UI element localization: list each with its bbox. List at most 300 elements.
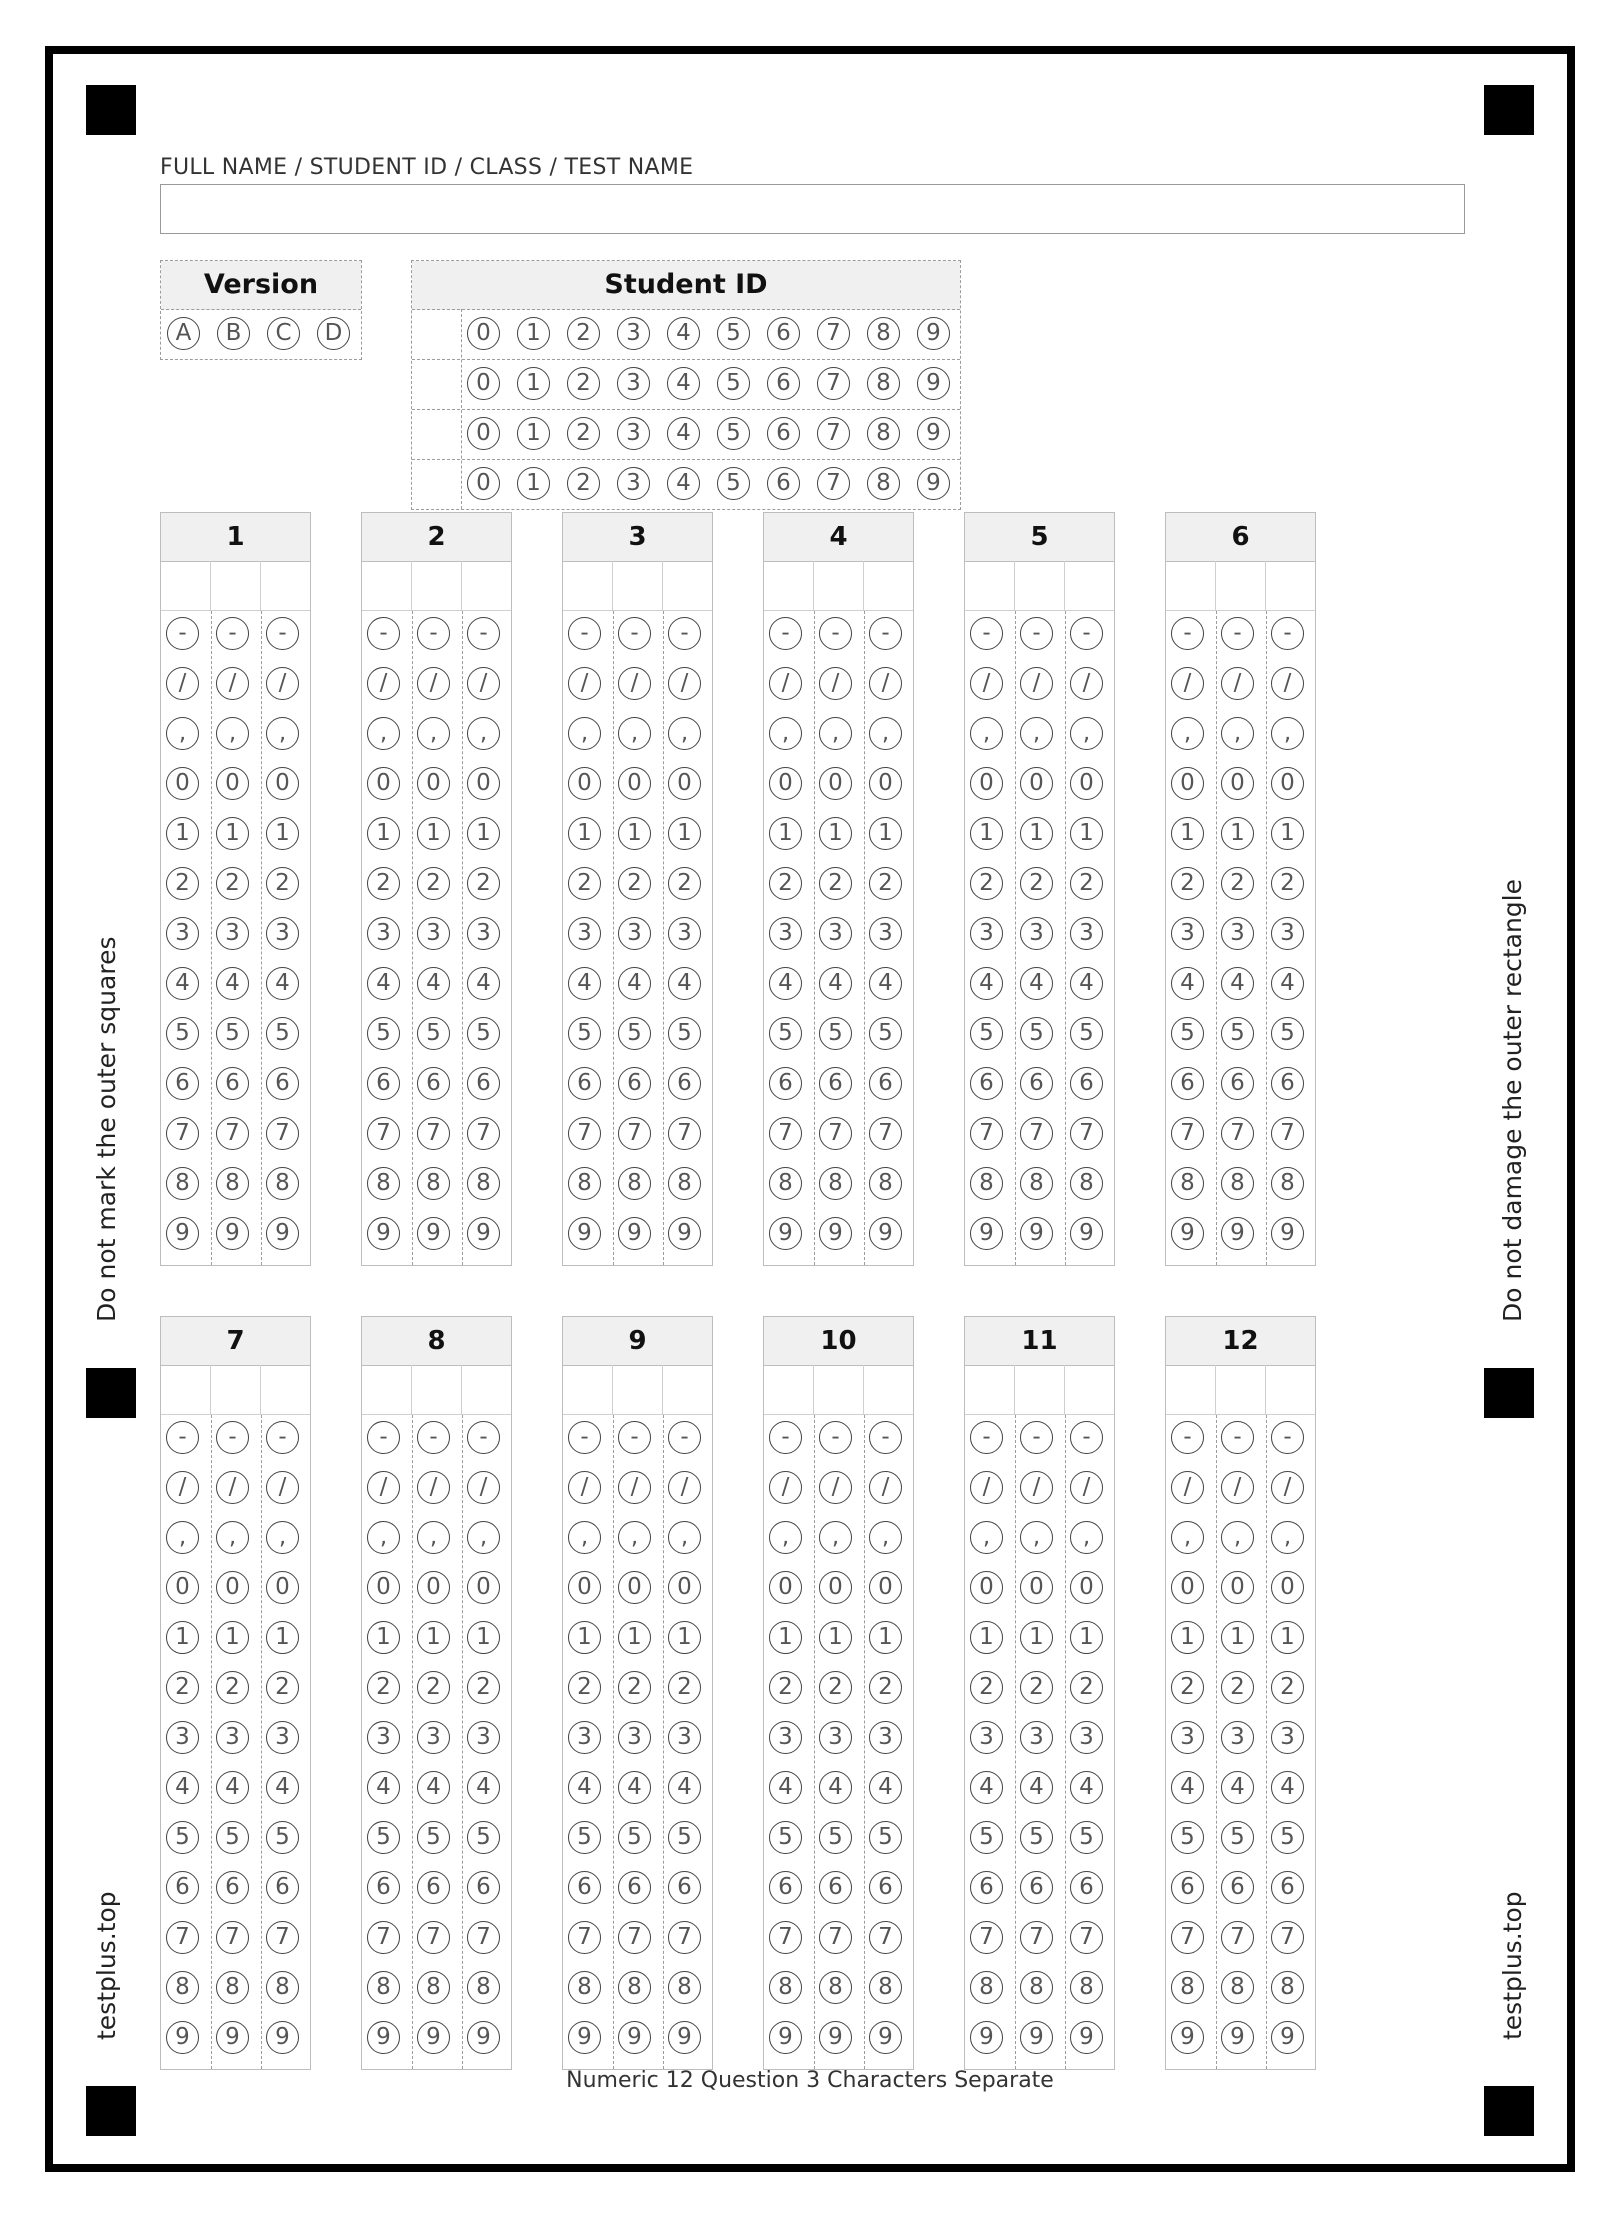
answer-write-in-box[interactable]	[211, 1365, 261, 1415]
answer-bubble[interactable]: 9	[367, 1217, 400, 1250]
answer-bubble[interactable]: 1	[1221, 1621, 1254, 1654]
answer-bubble[interactable]: 8	[819, 1167, 852, 1200]
answer-bubble[interactable]: 7	[1271, 1117, 1304, 1150]
answer-bubble[interactable]: -	[266, 1421, 299, 1454]
answer-bubble[interactable]: 5	[819, 1017, 852, 1050]
answer-bubble[interactable]: 4	[266, 1771, 299, 1804]
answer-write-in-box[interactable]	[1216, 561, 1266, 611]
answer-bubble[interactable]: /	[266, 667, 299, 700]
answer-bubble[interactable]: /	[668, 1471, 701, 1504]
answer-bubble[interactable]: 4	[1221, 1771, 1254, 1804]
answer-bubble[interactable]: 5	[618, 1017, 651, 1050]
answer-write-in-box[interactable]	[362, 1365, 412, 1415]
answer-bubble[interactable]: 9	[216, 1217, 249, 1250]
answer-bubble[interactable]: 4	[819, 1771, 852, 1804]
answer-bubble[interactable]: /	[1020, 1471, 1053, 1504]
answer-write-in-box[interactable]	[412, 561, 462, 611]
answer-bubble[interactable]: 1	[568, 1621, 601, 1654]
answer-bubble[interactable]: 0	[467, 1571, 500, 1604]
answer-bubble[interactable]: 0	[266, 1571, 299, 1604]
answer-bubble[interactable]: 8	[417, 1167, 450, 1200]
answer-bubble[interactable]: 5	[266, 1821, 299, 1854]
answer-bubble[interactable]: 3	[1070, 1721, 1103, 1754]
answer-write-in-box[interactable]	[814, 1365, 864, 1415]
student-id-bubble-6[interactable]: 6	[767, 367, 800, 400]
answer-bubble[interactable]: 7	[467, 1921, 500, 1954]
answer-bubble[interactable]: 4	[970, 1771, 1003, 1804]
answer-bubble[interactable]: 7	[1271, 1921, 1304, 1954]
answer-bubble[interactable]: -	[970, 617, 1003, 650]
answer-bubble[interactable]: 8	[769, 1167, 802, 1200]
answer-bubble[interactable]: 8	[1171, 1971, 1204, 2004]
answer-bubble[interactable]: 5	[1221, 1017, 1254, 1050]
answer-bubble[interactable]: /	[819, 667, 852, 700]
answer-bubble[interactable]: 5	[1171, 1017, 1204, 1050]
answer-bubble[interactable]: /	[166, 1471, 199, 1504]
answer-bubble[interactable]: -	[769, 1421, 802, 1454]
student-id-bubble-0[interactable]: 0	[467, 367, 500, 400]
answer-write-in-box[interactable]	[1065, 561, 1114, 611]
answer-bubble[interactable]: 3	[568, 1721, 601, 1754]
answer-write-in-box[interactable]	[362, 561, 412, 611]
student-id-bubble-9[interactable]: 9	[917, 467, 950, 500]
answer-bubble[interactable]: /	[1221, 1471, 1254, 1504]
answer-bubble[interactable]: 7	[467, 1117, 500, 1150]
answer-bubble[interactable]: 7	[1221, 1921, 1254, 1954]
answer-bubble[interactable]: 3	[266, 917, 299, 950]
answer-bubble[interactable]: 9	[216, 2021, 249, 2054]
answer-bubble[interactable]: 4	[568, 1771, 601, 1804]
answer-write-in-box[interactable]	[563, 561, 613, 611]
answer-bubble[interactable]: 4	[668, 1771, 701, 1804]
answer-bubble[interactable]: 7	[216, 1117, 249, 1150]
answer-bubble[interactable]: 9	[1171, 1217, 1204, 1250]
answer-bubble[interactable]: 9	[417, 1217, 450, 1250]
answer-bubble[interactable]: -	[467, 617, 500, 650]
student-id-bubble-2[interactable]: 2	[567, 367, 600, 400]
answer-bubble[interactable]: 3	[367, 1721, 400, 1754]
student-id-bubble-0[interactable]: 0	[467, 317, 500, 350]
student-id-bubble-4[interactable]: 4	[667, 467, 700, 500]
answer-bubble[interactable]: 5	[970, 1821, 1003, 1854]
answer-bubble[interactable]: 4	[367, 1771, 400, 1804]
answer-bubble[interactable]: -	[1171, 617, 1204, 650]
answer-bubble[interactable]: 2	[668, 867, 701, 900]
answer-bubble[interactable]: 1	[467, 1621, 500, 1654]
answer-bubble[interactable]: 8	[467, 1167, 500, 1200]
answer-bubble[interactable]: 1	[1271, 817, 1304, 850]
answer-bubble[interactable]: 5	[769, 1017, 802, 1050]
answer-bubble[interactable]: 9	[668, 2021, 701, 2054]
name-field[interactable]	[160, 184, 1465, 234]
answer-bubble[interactable]: 8	[1020, 1971, 1053, 2004]
answer-bubble[interactable]: 8	[417, 1971, 450, 2004]
answer-bubble[interactable]: 8	[668, 1167, 701, 1200]
answer-bubble[interactable]: 7	[166, 1921, 199, 1954]
answer-bubble[interactable]: 6	[668, 1067, 701, 1100]
answer-bubble[interactable]: 4	[1271, 1771, 1304, 1804]
answer-bubble[interactable]: 8	[1070, 1971, 1103, 2004]
answer-write-in-box[interactable]	[462, 561, 511, 611]
answer-bubble[interactable]: -	[668, 617, 701, 650]
answer-bubble[interactable]: ,	[266, 1521, 299, 1554]
answer-bubble[interactable]: 4	[769, 1771, 802, 1804]
answer-bubble[interactable]: ,	[668, 1521, 701, 1554]
answer-bubble[interactable]: /	[266, 1471, 299, 1504]
answer-bubble[interactable]: -	[216, 617, 249, 650]
answer-bubble[interactable]: 6	[216, 1067, 249, 1100]
answer-bubble[interactable]: 5	[618, 1821, 651, 1854]
answer-bubble[interactable]: ,	[1271, 1521, 1304, 1554]
answer-bubble[interactable]: 6	[568, 1067, 601, 1100]
answer-bubble[interactable]: 3	[1271, 917, 1304, 950]
answer-bubble[interactable]: /	[467, 1471, 500, 1504]
answer-bubble[interactable]: 8	[668, 1971, 701, 2004]
answer-bubble[interactable]: ,	[1020, 1521, 1053, 1554]
student-id-bubble-4[interactable]: 4	[667, 317, 700, 350]
answer-bubble[interactable]: /	[618, 667, 651, 700]
answer-write-in-box[interactable]	[261, 1365, 310, 1415]
answer-bubble[interactable]: 5	[216, 1017, 249, 1050]
answer-bubble[interactable]: 1	[467, 817, 500, 850]
student-id-bubble-3[interactable]: 3	[617, 467, 650, 500]
answer-bubble[interactable]: 9	[568, 1217, 601, 1250]
answer-bubble[interactable]: 6	[668, 1871, 701, 1904]
answer-bubble[interactable]: 9	[1171, 2021, 1204, 2054]
answer-bubble[interactable]: ,	[869, 717, 902, 750]
answer-bubble[interactable]: 6	[1271, 1067, 1304, 1100]
answer-bubble[interactable]: 7	[668, 1117, 701, 1150]
answer-bubble[interactable]: ,	[819, 1521, 852, 1554]
answer-bubble[interactable]: 7	[417, 1117, 450, 1150]
answer-bubble[interactable]: 3	[1020, 1721, 1053, 1754]
answer-bubble[interactable]: 6	[769, 1067, 802, 1100]
answer-bubble[interactable]: 5	[1271, 1821, 1304, 1854]
answer-bubble[interactable]: 6	[769, 1871, 802, 1904]
answer-bubble[interactable]: 2	[769, 1671, 802, 1704]
student-id-bubble-1[interactable]: 1	[517, 367, 550, 400]
answer-bubble[interactable]: -	[1070, 1421, 1103, 1454]
answer-bubble[interactable]: 3	[819, 1721, 852, 1754]
answer-bubble[interactable]: 1	[216, 1621, 249, 1654]
answer-bubble[interactable]: 9	[467, 1217, 500, 1250]
answer-bubble[interactable]: 2	[869, 867, 902, 900]
answer-bubble[interactable]: 8	[1221, 1167, 1254, 1200]
answer-bubble[interactable]: 0	[1171, 767, 1204, 800]
answer-bubble[interactable]: -	[1271, 617, 1304, 650]
answer-bubble[interactable]: 0	[166, 767, 199, 800]
answer-bubble[interactable]: 2	[266, 867, 299, 900]
answer-bubble[interactable]: 6	[1020, 1871, 1053, 1904]
answer-bubble[interactable]: 2	[1020, 867, 1053, 900]
answer-bubble[interactable]: 7	[1070, 1117, 1103, 1150]
answer-bubble[interactable]: 9	[367, 2021, 400, 2054]
answer-bubble[interactable]: /	[618, 1471, 651, 1504]
answer-bubble[interactable]: 3	[1020, 917, 1053, 950]
answer-bubble[interactable]: 2	[367, 867, 400, 900]
answer-bubble[interactable]: 1	[970, 1621, 1003, 1654]
answer-bubble[interactable]: 9	[970, 2021, 1003, 2054]
answer-bubble[interactable]: ,	[970, 1521, 1003, 1554]
student-id-bubble-5[interactable]: 5	[717, 467, 750, 500]
answer-write-in-box[interactable]	[814, 561, 864, 611]
answer-bubble[interactable]: 0	[819, 767, 852, 800]
answer-bubble[interactable]: 2	[1171, 867, 1204, 900]
answer-bubble[interactable]: 1	[769, 1621, 802, 1654]
student-id-bubble-5[interactable]: 5	[717, 417, 750, 450]
answer-bubble[interactable]: 8	[1171, 1167, 1204, 1200]
answer-bubble[interactable]: 6	[166, 1067, 199, 1100]
answer-bubble[interactable]: 7	[1020, 1117, 1053, 1150]
answer-bubble[interactable]: 4	[1171, 1771, 1204, 1804]
answer-bubble[interactable]: 7	[1221, 1117, 1254, 1150]
answer-bubble[interactable]: 5	[1171, 1821, 1204, 1854]
student-id-bubble-6[interactable]: 6	[767, 467, 800, 500]
answer-bubble[interactable]: 4	[1271, 967, 1304, 1000]
answer-bubble[interactable]: 2	[819, 867, 852, 900]
answer-bubble[interactable]: 2	[216, 1671, 249, 1704]
answer-bubble[interactable]: 4	[1171, 967, 1204, 1000]
answer-bubble[interactable]: 8	[618, 1971, 651, 2004]
answer-bubble[interactable]: 3	[1070, 917, 1103, 950]
answer-bubble[interactable]: 3	[166, 1721, 199, 1754]
answer-bubble[interactable]: 4	[216, 1771, 249, 1804]
answer-write-in-box[interactable]	[1015, 1365, 1065, 1415]
student-id-bubble-6[interactable]: 6	[767, 317, 800, 350]
answer-bubble[interactable]: 8	[367, 1971, 400, 2004]
answer-bubble[interactable]: 4	[1020, 1771, 1053, 1804]
answer-bubble[interactable]: 3	[819, 917, 852, 950]
answer-write-in-box[interactable]	[864, 1365, 913, 1415]
answer-bubble[interactable]: 7	[769, 1921, 802, 1954]
answer-bubble[interactable]: 9	[1070, 1217, 1103, 1250]
answer-write-in-box[interactable]	[161, 1365, 211, 1415]
answer-write-in-box[interactable]	[613, 561, 663, 611]
answer-bubble[interactable]: -	[266, 617, 299, 650]
answer-bubble[interactable]: 5	[568, 1017, 601, 1050]
answer-write-in-box[interactable]	[965, 561, 1015, 611]
answer-bubble[interactable]: 3	[970, 917, 1003, 950]
answer-bubble[interactable]: 2	[1020, 1671, 1053, 1704]
answer-bubble[interactable]: 5	[769, 1821, 802, 1854]
answer-bubble[interactable]: 2	[1221, 867, 1254, 900]
answer-write-in-box[interactable]	[161, 561, 211, 611]
answer-bubble[interactable]: /	[869, 667, 902, 700]
answer-bubble[interactable]: 5	[568, 1821, 601, 1854]
answer-bubble[interactable]: 5	[266, 1017, 299, 1050]
answer-bubble[interactable]: 9	[266, 1217, 299, 1250]
answer-bubble[interactable]: 9	[618, 2021, 651, 2054]
answer-bubble[interactable]: 1	[1070, 1621, 1103, 1654]
answer-bubble[interactable]: 6	[1070, 1871, 1103, 1904]
answer-bubble[interactable]: 5	[166, 1821, 199, 1854]
answer-write-in-box[interactable]	[965, 1365, 1015, 1415]
student-id-bubble-9[interactable]: 9	[917, 367, 950, 400]
answer-bubble[interactable]: -	[417, 1421, 450, 1454]
answer-bubble[interactable]: 5	[668, 1821, 701, 1854]
answer-bubble[interactable]: 4	[417, 1771, 450, 1804]
answer-bubble[interactable]: 0	[216, 1571, 249, 1604]
answer-bubble[interactable]: 5	[1271, 1017, 1304, 1050]
answer-bubble[interactable]: 9	[1221, 2021, 1254, 2054]
answer-bubble[interactable]: 0	[819, 1571, 852, 1604]
answer-write-in-box[interactable]	[764, 561, 814, 611]
answer-bubble[interactable]: 2	[1070, 1671, 1103, 1704]
answer-bubble[interactable]: 3	[1171, 1721, 1204, 1754]
answer-bubble[interactable]: 2	[819, 1671, 852, 1704]
answer-bubble[interactable]: /	[819, 1471, 852, 1504]
answer-bubble[interactable]: -	[568, 1421, 601, 1454]
answer-bubble[interactable]: ,	[166, 1521, 199, 1554]
answer-bubble[interactable]: 5	[668, 1017, 701, 1050]
answer-bubble[interactable]: 9	[1221, 1217, 1254, 1250]
answer-bubble[interactable]: /	[467, 667, 500, 700]
student-id-bubble-4[interactable]: 4	[667, 417, 700, 450]
answer-bubble[interactable]: 0	[166, 1571, 199, 1604]
answer-bubble[interactable]: 1	[668, 817, 701, 850]
answer-bubble[interactable]: 8	[819, 1971, 852, 2004]
answer-bubble[interactable]: 0	[266, 767, 299, 800]
answer-write-in-box[interactable]	[261, 561, 310, 611]
answer-bubble[interactable]: 4	[1020, 967, 1053, 1000]
answer-bubble[interactable]: 6	[618, 1067, 651, 1100]
answer-bubble[interactable]: 0	[1221, 767, 1254, 800]
answer-bubble[interactable]: 1	[1020, 817, 1053, 850]
answer-bubble[interactable]: 1	[417, 1621, 450, 1654]
answer-bubble[interactable]: 5	[1020, 1821, 1053, 1854]
answer-bubble[interactable]: 0	[1020, 767, 1053, 800]
answer-bubble[interactable]: 6	[1020, 1067, 1053, 1100]
student-id-bubble-8[interactable]: 8	[867, 367, 900, 400]
answer-bubble[interactable]: 8	[1020, 1167, 1053, 1200]
answer-bubble[interactable]: /	[1070, 667, 1103, 700]
answer-bubble[interactable]: 4	[869, 1771, 902, 1804]
answer-bubble[interactable]: 7	[618, 1117, 651, 1150]
answer-bubble[interactable]: ,	[568, 717, 601, 750]
answer-write-in-box[interactable]	[663, 561, 712, 611]
answer-bubble[interactable]: 4	[266, 967, 299, 1000]
student-id-bubble-0[interactable]: 0	[467, 467, 500, 500]
answer-write-in-box[interactable]	[211, 561, 261, 611]
answer-bubble[interactable]: -	[568, 617, 601, 650]
answer-bubble[interactable]: ,	[769, 1521, 802, 1554]
answer-bubble[interactable]: 0	[1070, 767, 1103, 800]
answer-bubble[interactable]: 1	[769, 817, 802, 850]
answer-bubble[interactable]: 1	[266, 817, 299, 850]
answer-bubble[interactable]: 7	[166, 1117, 199, 1150]
answer-bubble[interactable]: ,	[266, 717, 299, 750]
answer-bubble[interactable]: 5	[467, 1017, 500, 1050]
answer-bubble[interactable]: /	[367, 667, 400, 700]
answer-bubble[interactable]: 1	[367, 1621, 400, 1654]
answer-bubble[interactable]: ,	[1020, 717, 1053, 750]
answer-bubble[interactable]: -	[367, 617, 400, 650]
answer-bubble[interactable]: /	[970, 667, 1003, 700]
answer-bubble[interactable]: 1	[869, 817, 902, 850]
answer-bubble[interactable]: 0	[417, 767, 450, 800]
answer-bubble[interactable]: 3	[568, 917, 601, 950]
answer-bubble[interactable]: 4	[970, 967, 1003, 1000]
answer-bubble[interactable]: -	[819, 1421, 852, 1454]
answer-bubble[interactable]: 1	[819, 1621, 852, 1654]
answer-bubble[interactable]: /	[1070, 1471, 1103, 1504]
answer-bubble[interactable]: 1	[568, 817, 601, 850]
answer-bubble[interactable]: -	[1221, 1421, 1254, 1454]
student-id-bubble-1[interactable]: 1	[517, 417, 550, 450]
answer-write-in-box[interactable]	[412, 1365, 462, 1415]
answer-bubble[interactable]: 5	[166, 1017, 199, 1050]
answer-bubble[interactable]: 2	[216, 867, 249, 900]
answer-bubble[interactable]: -	[1070, 617, 1103, 650]
answer-bubble[interactable]: 6	[869, 1067, 902, 1100]
answer-bubble[interactable]: 0	[1271, 1571, 1304, 1604]
answer-bubble[interactable]: 6	[367, 1067, 400, 1100]
answer-write-in-box[interactable]	[462, 1365, 511, 1415]
answer-bubble[interactable]: 1	[1070, 817, 1103, 850]
answer-bubble[interactable]: /	[1171, 1471, 1204, 1504]
answer-bubble[interactable]: 3	[618, 1721, 651, 1754]
answer-bubble[interactable]: 5	[417, 1017, 450, 1050]
answer-bubble[interactable]: 6	[1221, 1067, 1254, 1100]
answer-bubble[interactable]: 6	[467, 1871, 500, 1904]
answer-bubble[interactable]: 1	[1171, 817, 1204, 850]
student-id-bubble-7[interactable]: 7	[817, 317, 850, 350]
answer-bubble[interactable]: 6	[266, 1871, 299, 1904]
answer-bubble[interactable]: ,	[216, 717, 249, 750]
answer-bubble[interactable]: ,	[1171, 717, 1204, 750]
answer-bubble[interactable]: 9	[769, 1217, 802, 1250]
answer-bubble[interactable]: 3	[467, 1721, 500, 1754]
answer-bubble[interactable]: 5	[819, 1821, 852, 1854]
student-id-bubble-2[interactable]: 2	[567, 417, 600, 450]
answer-bubble[interactable]: 9	[819, 2021, 852, 2054]
answer-bubble[interactable]: -	[1221, 617, 1254, 650]
answer-bubble[interactable]: ,	[417, 1521, 450, 1554]
answer-bubble[interactable]: 2	[1221, 1671, 1254, 1704]
answer-bubble[interactable]: 9	[417, 2021, 450, 2054]
student-id-bubble-1[interactable]: 1	[517, 467, 550, 500]
answer-bubble[interactable]: ,	[1070, 1521, 1103, 1554]
answer-bubble[interactable]: 7	[568, 1921, 601, 1954]
answer-bubble[interactable]: 9	[970, 1217, 1003, 1250]
answer-bubble[interactable]: -	[869, 617, 902, 650]
answer-write-in-box[interactable]	[1015, 561, 1065, 611]
answer-bubble[interactable]: 0	[668, 767, 701, 800]
answer-bubble[interactable]: /	[1020, 667, 1053, 700]
student-id-bubble-3[interactable]: 3	[617, 317, 650, 350]
answer-bubble[interactable]: 0	[970, 767, 1003, 800]
answer-bubble[interactable]: 7	[618, 1921, 651, 1954]
answer-bubble[interactable]: 8	[769, 1971, 802, 2004]
answer-bubble[interactable]: -	[819, 617, 852, 650]
answer-bubble[interactable]: 0	[1070, 1571, 1103, 1604]
answer-bubble[interactable]: 5	[417, 1821, 450, 1854]
answer-bubble[interactable]: 0	[769, 1571, 802, 1604]
answer-bubble[interactable]: /	[166, 667, 199, 700]
answer-bubble[interactable]: 9	[869, 1217, 902, 1250]
answer-bubble[interactable]: ,	[367, 1521, 400, 1554]
answer-bubble[interactable]: 8	[970, 1167, 1003, 1200]
answer-bubble[interactable]: 4	[769, 967, 802, 1000]
answer-bubble[interactable]: -	[166, 1421, 199, 1454]
version-bubble-c[interactable]: C	[267, 317, 300, 350]
answer-bubble[interactable]: 7	[869, 1117, 902, 1150]
answer-bubble[interactable]: 7	[819, 1921, 852, 1954]
answer-bubble[interactable]: 2	[166, 867, 199, 900]
answer-bubble[interactable]: 3	[166, 917, 199, 950]
answer-bubble[interactable]: 8	[166, 1971, 199, 2004]
answer-bubble[interactable]: ,	[970, 717, 1003, 750]
